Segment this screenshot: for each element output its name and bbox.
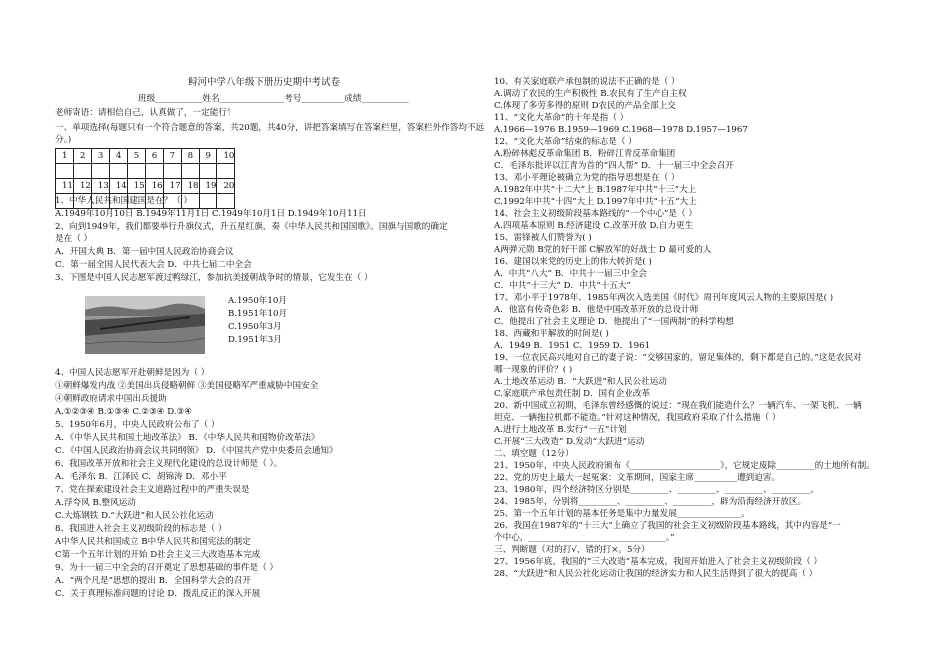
question-line: C．毛泽东批评以江青为首的“四人帮” D．十一届三中全会召开 xyxy=(494,161,734,171)
answer-cell: 1 xyxy=(56,149,74,164)
answer-cell: 5 xyxy=(127,149,145,164)
question-line: 17、邓小平于1978年、1985年两次入选美国《时代》周刊年度风云人物的主要原因是( ) xyxy=(494,293,834,303)
question-line: 16、建国以来党的历史上的伟大转折是( ) xyxy=(494,257,652,267)
question-line: C.体现了多劳多得的原则 D农民的产品全部上交 xyxy=(494,101,676,111)
question-line: 20、新中国成立初期，毛泽东曾经感慨的说过：“现在我们能造什么？一辆汽车、一架飞机、一辆 xyxy=(494,401,862,411)
question-line: 坦克、一辆拖拉机都不能造。”针对这种情况，我国政府采取了什么措施（ ） xyxy=(494,413,781,423)
question-line: 3、下图是中国人民志愿军渡过鸭绿江，参加抗美援朝战争时的情景，它发生在（ ） xyxy=(55,273,373,283)
answer-cell: 7 xyxy=(163,149,181,164)
question-line: C．他提出了社会主义理论 D．他提出了“一国两制”的科学构想 xyxy=(494,317,734,327)
answer-cell: 3 xyxy=(91,149,109,164)
answer-cell: 8 xyxy=(181,149,199,164)
question-line: C．第一届全国人民代表大会 D．中共七届二中全会 xyxy=(55,260,252,270)
answer-cell: 17 xyxy=(163,179,181,194)
question-line: A.土地改革运动 B．“大跃进”和人民公社运动 xyxy=(494,377,667,387)
question-line: ①朝鲜爆发内战 ②美国出兵侵略朝鲜 ③美国侵略军严重威胁中国安全 xyxy=(55,381,319,391)
question-line: C.开展“三大改造” D.发动“大跃进”运动 xyxy=(494,437,645,447)
question-line: 个中心，________________________________。” xyxy=(494,533,675,543)
teacher-note: 老师寄语：请相信自己，认真做了，一定能行！ xyxy=(55,108,236,118)
answer-cell: 20 xyxy=(217,179,235,194)
question-line: A.调动了农民的生产积极性 B.农民有了生产自主权 xyxy=(494,89,687,99)
answer-cell: 6 xyxy=(145,149,163,164)
answer-cell: 15 xyxy=(127,179,145,194)
answer-cell: 10 xyxy=(217,149,235,164)
question-line: C.1950年3月 xyxy=(228,322,282,332)
question-line: A．《中华人民共和国土地改革法》 B．《中华人民共和国物价改革法》 xyxy=(55,433,320,443)
question-line: A.浮夸风 B.整风运动 xyxy=(55,498,136,508)
question-line: C第一个五年计划的开始 D社会主义三大改造基本完成 xyxy=(55,550,261,560)
section1-intro: 一、单项选择(每题只有一个符合题意的答案，共20题，共40分，讲把答案填写在答案栏里，答案栏外作答均不远 xyxy=(55,123,485,133)
question-line: 26、我国在1987年的“十三大”上确立了我国的社会主义初级阶段基本路线，其中内容是“一 xyxy=(494,521,841,531)
answer-grid-blank-row xyxy=(56,164,235,179)
question-line: A两弹元勋 B党的好干部 C解放军的好战士 D 最可爱的人 xyxy=(494,245,712,255)
question-line: A.1949年10月10日 B.1949年11月1日 C.1949年10月1日 D.1949年10月11日 xyxy=(55,209,367,219)
question-line: A.①②③④ B.①③④ C.②③④ D.③④ xyxy=(55,407,192,417)
question-line: 23、1980年，四个经济特区分别是_________、_________、_________、_________。 xyxy=(494,485,819,495)
section-heading-judge: 三、判断题（对的打√，错的打×。5分） xyxy=(494,545,650,555)
question-line: A．“两个凡是”思想的提出 B．全国科学大会的召开 xyxy=(55,576,251,586)
question-line: 1、中华人民共和国建国是在？（ ） xyxy=(55,196,193,206)
answer-grid-row xyxy=(56,149,235,164)
volunteer-army-photo xyxy=(85,296,205,354)
question-line: 15、雷锋被人们赞誉为( ) xyxy=(494,233,592,243)
answer-cell: 12 xyxy=(73,179,91,194)
question-line: 9、为十一届三中全会的召开奠定了思想基础的事件是（ ） xyxy=(55,563,279,573)
question-line: A.四项基本原则 B.经济建设 C.改革开放 D.自力更生 xyxy=(494,221,694,231)
question-line: 12、“文化大革命”结束的标志是（ ） xyxy=(494,137,637,147)
section1-intro-cont: 分。) xyxy=(55,135,72,145)
question-line: 哪一现象的评价？( ) xyxy=(494,365,573,375)
question-line: ④朝鲜政府请求中国出兵援助 xyxy=(55,394,167,404)
question-line: C.大炼钢铁 D.“大跃进”和人民公社化运动 xyxy=(55,511,214,521)
answer-cell: 13 xyxy=(91,179,109,194)
question-line: 18、西藏和平解放的时间是( ) xyxy=(494,329,609,339)
answer-cell: 19 xyxy=(199,179,217,194)
answer-cell: 2 xyxy=(73,149,91,164)
section-heading-fill: 二、填空题（12分） xyxy=(494,449,574,459)
question-line: C.1992年中共“十四”大上 D.1997年中共“十五”大上 xyxy=(494,197,697,207)
question-line: 4、中国人民志愿军开赴朝鲜是因为（ ） xyxy=(55,368,210,378)
question-line: 25、第一个五年计划的基本任务是集中力量发展_______________。 xyxy=(494,509,750,519)
question-line: 7、党在探索建设社会主义道路过程中的严重失误是 xyxy=(55,485,250,495)
question-line: 19、一位农民高兴地对自己的妻子说：“交够国家的，留足集体的，剩下都是自己的。”这是农民对 xyxy=(494,353,862,363)
question-line: 14、社会主义初级阶段基本路线的“一个中心”是（ ） xyxy=(494,209,697,219)
question-line: C．关于真理标准问题的讨论 D．拨乱反正的深入开展 xyxy=(55,589,261,599)
exam-title: 鲟河中学八年级下册历史期中考试卷 xyxy=(188,77,341,88)
question-line: 2、向到1949年，我们都要举行升旗仪式，升五星红旗，奏《中华人民共和国国歌》。国旗与国歌的确定 xyxy=(55,222,448,232)
question-line: 28、“大跃进”和人民公社化运动让我国的经济实力和人民生活得到了很大的提高（ ） xyxy=(494,569,818,579)
question-line: 是在（ ） xyxy=(55,234,93,244)
question-line: C.家庭联产承包责任制 D．国有企业改革 xyxy=(494,389,651,399)
river-crossing-image xyxy=(85,296,205,354)
question-line: A．开国大典 B．第一届中国人民政治协商会议 xyxy=(55,247,234,257)
answer-grid-row xyxy=(56,179,235,194)
question-line: 8、我国进入社会主义初级阶段的标志是（ ） xyxy=(55,524,227,534)
question-line: A．他富有传奇色彩 B．他是中国改革开放的总设计师 xyxy=(494,305,699,315)
question-line: 27、1956年底，我国的“三大改造”基本完成，我国开始进入了社会主义初级阶段（ ） xyxy=(494,557,822,567)
question-line: A.1966—1976 B.1959—1969 C.1968—1978 D.1957—1967 xyxy=(494,125,748,135)
answer-cell: 18 xyxy=(181,179,199,194)
question-line: 24、1985年，分别将_________、_________、_________，辟为沿海经济开放区。 xyxy=(494,497,807,507)
question-line: A.进行土地改革 B.实行“一五”计划 xyxy=(494,425,627,435)
answer-cell: 14 xyxy=(109,179,127,194)
answer-cell: 9 xyxy=(199,149,217,164)
answer-cell: 4 xyxy=(109,149,127,164)
question-line: 21、1950年，中央人民政府颁布《_____________________》，它规定废除_________的土地所有制。 xyxy=(494,461,875,471)
answer-cell: 16 xyxy=(145,179,163,194)
question-line: 6、我国改革开放和社会主义现代化建设的总设计师是（ ）。 xyxy=(55,459,283,469)
question-line: 22、党的历史上最大一起冤案：文革期间，国家主席__________遭到迫害。 xyxy=(494,473,780,483)
answer-cell: 11 xyxy=(56,179,74,194)
question-line: A.粉碎林彪反革命集团 B．粉碎江青反革命集团 xyxy=(494,149,676,159)
question-line: 11、“文化大革命”的十年是指（ ） xyxy=(494,113,629,123)
student-info-line: 班级___________姓名_______________考号__________成绩___________ xyxy=(138,94,409,104)
question-line: 10、有关家庭联产承包制的说法不正确的是（ ） xyxy=(494,77,680,87)
question-line: C．中共“十三大” D．中共“十五大” xyxy=(494,281,631,291)
question-line: A中华人民共和国成立 B中华人民共和国宪法的制定 xyxy=(55,537,251,547)
question-line: 5、1950年6月，中央人民政府公布了（ ） xyxy=(55,420,220,430)
question-line: C．《中国人民政治协商会议共同纲领》 D．《中国共产党中央委员会通知》 xyxy=(55,446,338,456)
question-line: D.1951年3月 xyxy=(228,335,282,345)
question-line: A.1982年中共“十二大”上 B.1987年中共“十三”大上 xyxy=(494,185,697,195)
question-line: B.1951年10月 xyxy=(228,309,288,319)
question-line: A．毛泽东 B．江泽民 C．胡锦涛 D．邓小平 xyxy=(55,472,227,482)
question-line: A.1950年10月 xyxy=(228,296,287,306)
question-line: 13、邓小平理论被确立为党的指导思想是在（ ） xyxy=(494,173,680,183)
question-line: A．中共“八大” B．中共十一届三中全会 xyxy=(494,269,647,279)
question-line: A．1949 B．1951 C．1959 D．1961 xyxy=(494,341,651,351)
